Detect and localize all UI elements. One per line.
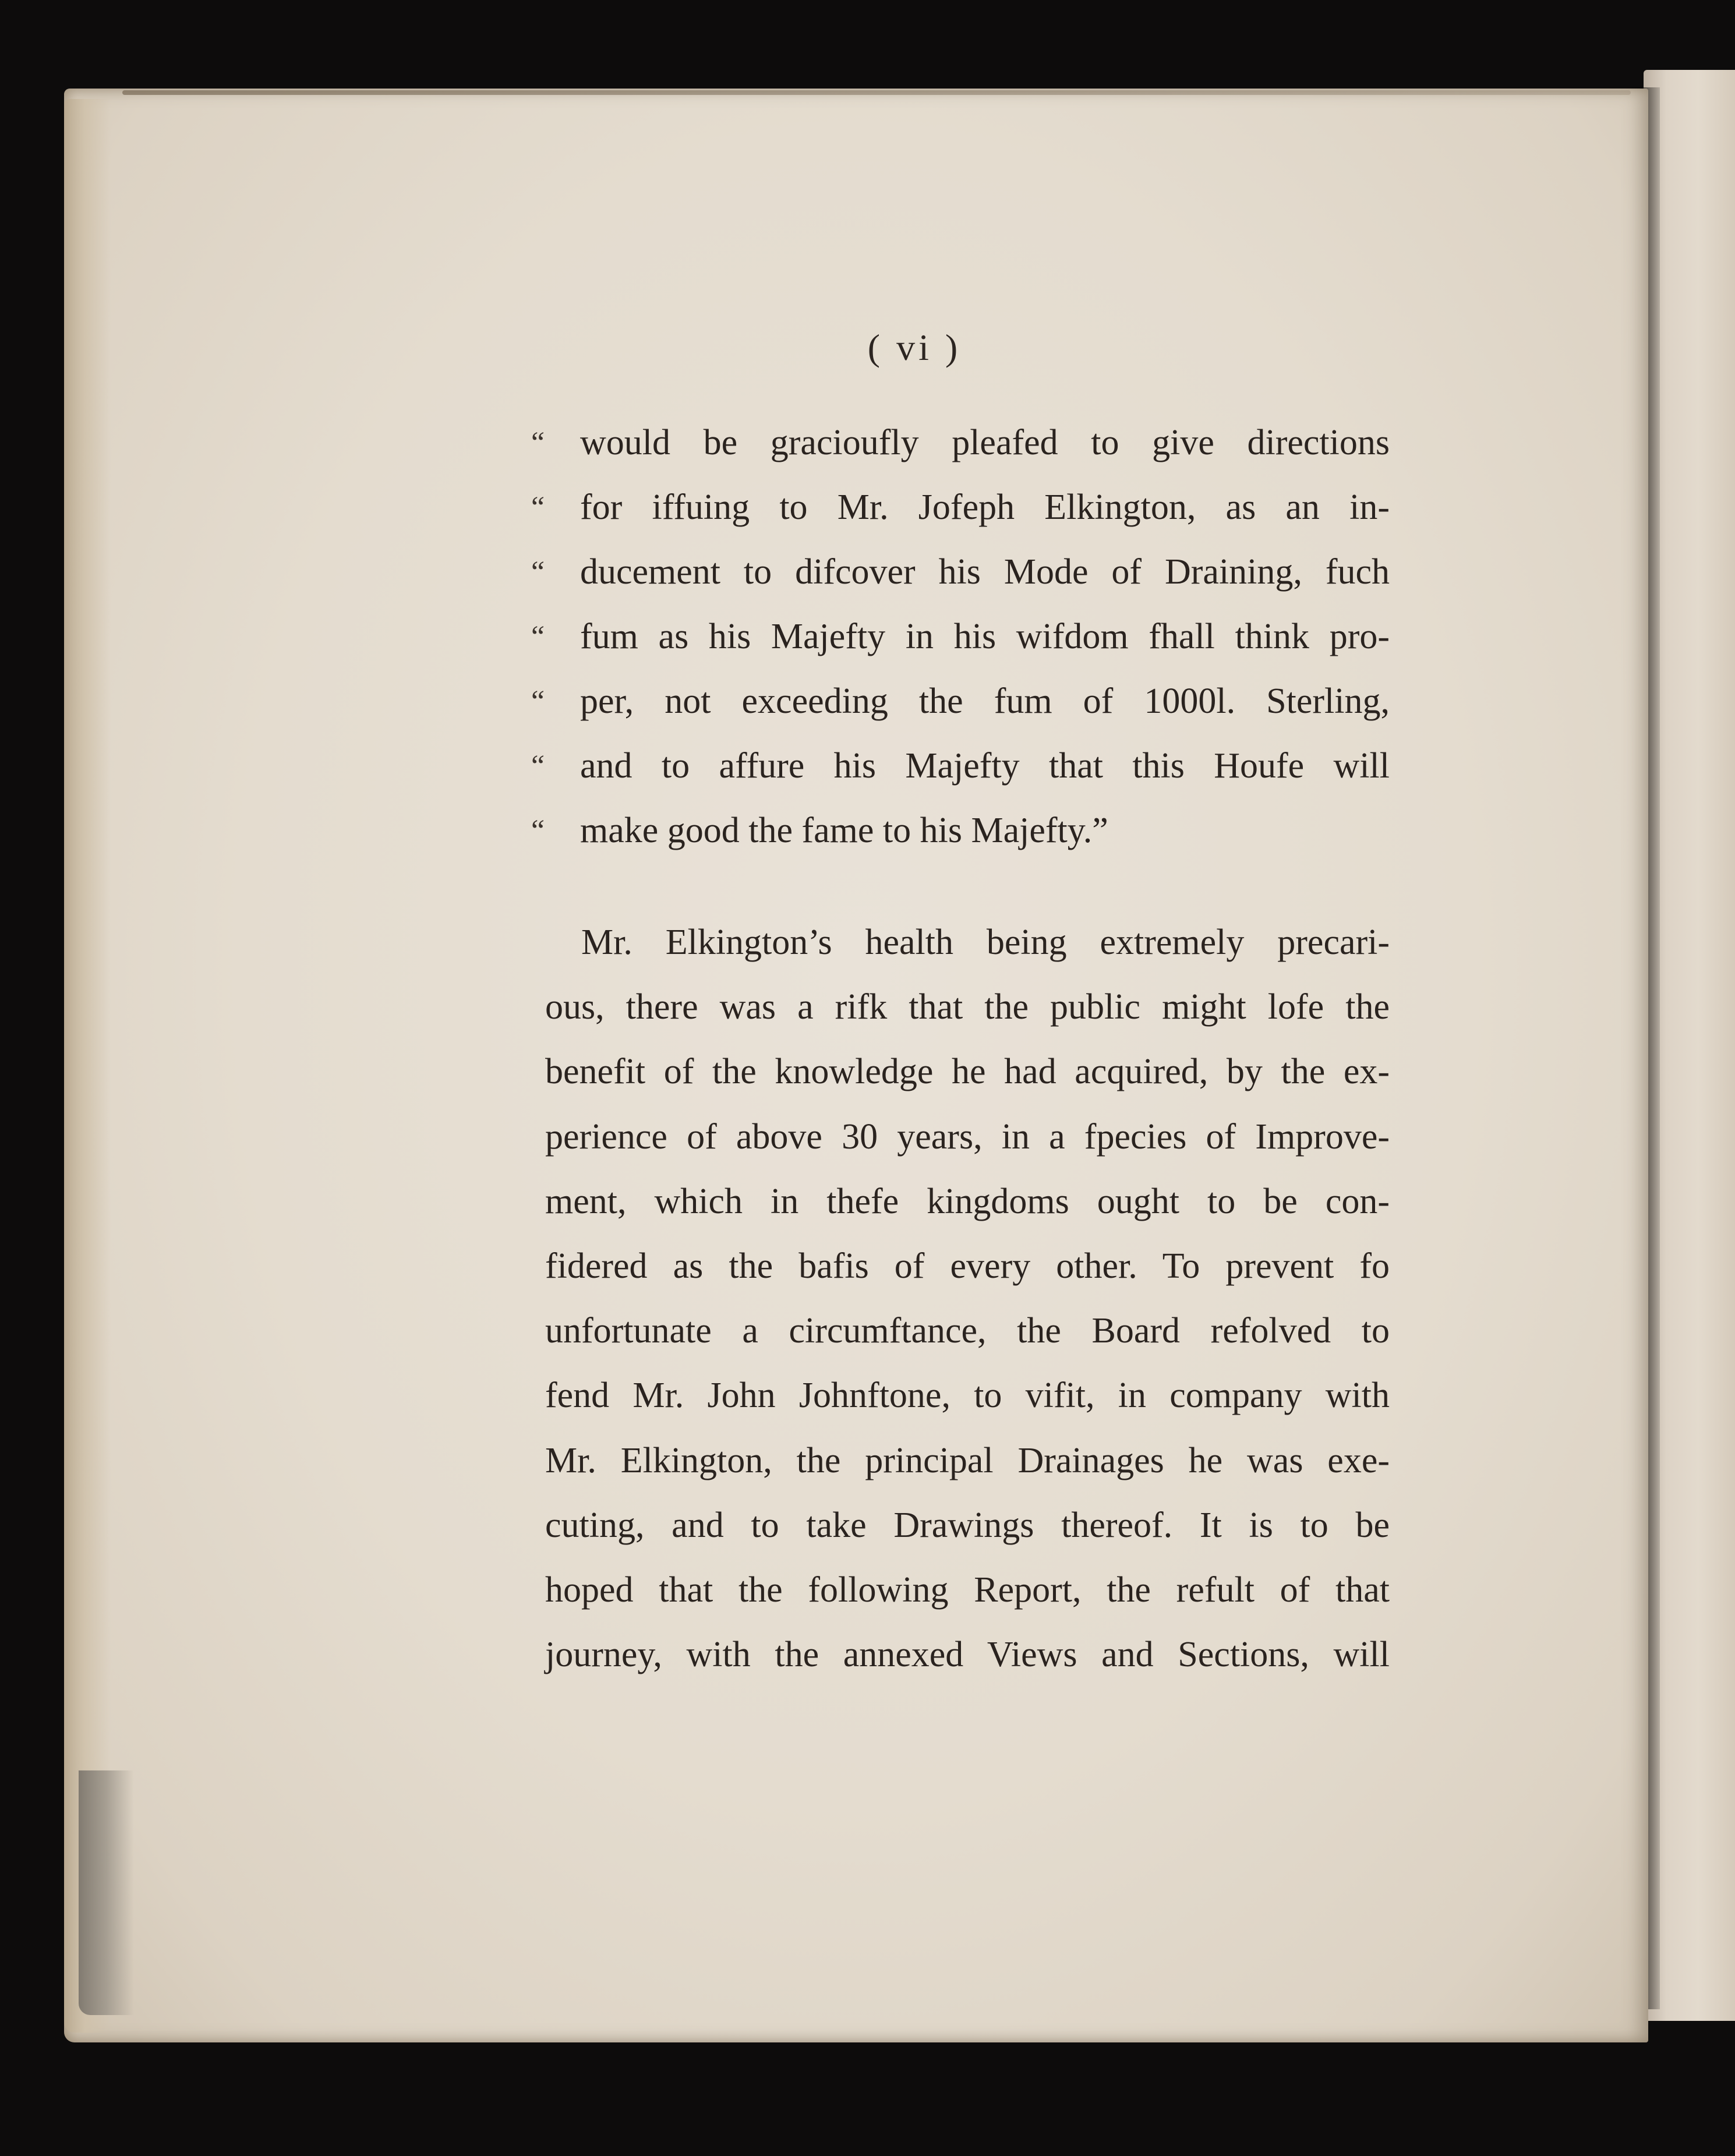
quote-line-text: ducement to difcover his Mode of Draining, fuch — [580, 552, 1390, 592]
body-paragraph — [545, 910, 1390, 1687]
quote-line — [531, 669, 1390, 734]
paragraph-line: hoped that the following Report, the refult of that — [545, 1570, 1390, 1610]
paragraph-line: perience of above 30 years, in a fpecies of Improve- — [545, 1116, 1390, 1157]
quote-line-text: for iffuing to Mr. Jofeph Elkington, as an in- — [580, 487, 1390, 527]
quote-line — [531, 798, 1390, 863]
quote-line-text: and to affure his Majefty that this Houfe will — [580, 746, 1390, 786]
paragraph-line: journey, with the annexed Views and Sections, will — [545, 1635, 1390, 1675]
page-left-edge-wear — [64, 99, 111, 2033]
quote-line — [531, 475, 1390, 540]
quotation-mark: “ — [531, 556, 545, 589]
page-top-edge — [122, 90, 1631, 95]
paragraph-line: fidered as the bafis of every other. To prevent fo — [545, 1246, 1390, 1286]
quote-line-text: would be gracioufly pleafed to give directions — [580, 423, 1390, 462]
quotation-mark: “ — [531, 491, 545, 524]
page-number: ( vi ) — [867, 327, 962, 368]
paragraph-line: ment, which in thefe kingdoms ought to be con- — [545, 1181, 1390, 1221]
quotation-mark: “ — [531, 620, 545, 653]
quotation-mark: “ — [531, 814, 545, 847]
quote-line — [531, 734, 1390, 798]
paragraph-line: ous, there was a rifk that the public might lofe the — [545, 987, 1390, 1027]
quote-line — [531, 540, 1390, 605]
quote-line-text: fum as his Majefty in his wifdom fhall think pro- — [580, 617, 1390, 656]
quote-line — [531, 411, 1390, 475]
quote-line-text: make good the fame to his Majefty.” — [580, 811, 1108, 850]
paragraph-line: cuting, and to take Drawings thereof. It is to be — [545, 1505, 1390, 1545]
paragraph-line: Mr. Elkington, the principal Drainages he was exe- — [545, 1440, 1390, 1480]
paragraph-line: unfortunate a circumftance, the Board refolved to — [545, 1311, 1390, 1351]
quote-line-text: per, not exceeding the fum of 1000l. Sterling, — [580, 681, 1390, 721]
paragraph-line: Mr. Elkington’s health being extremely precari- — [581, 923, 1390, 962]
quoted-resolution — [531, 411, 1390, 863]
quotation-mark: “ — [531, 426, 545, 460]
paragraph-line: fend Mr. John Johnftone, to vifit, in company with — [545, 1376, 1390, 1416]
quotation-mark: “ — [531, 685, 545, 718]
quote-line — [531, 605, 1390, 669]
paragraph-line: benefit of the knowledge he had acquired, by the ex- — [545, 1052, 1390, 1092]
quotation-mark: “ — [531, 750, 545, 783]
page-corner-wear — [79, 1770, 134, 2015]
